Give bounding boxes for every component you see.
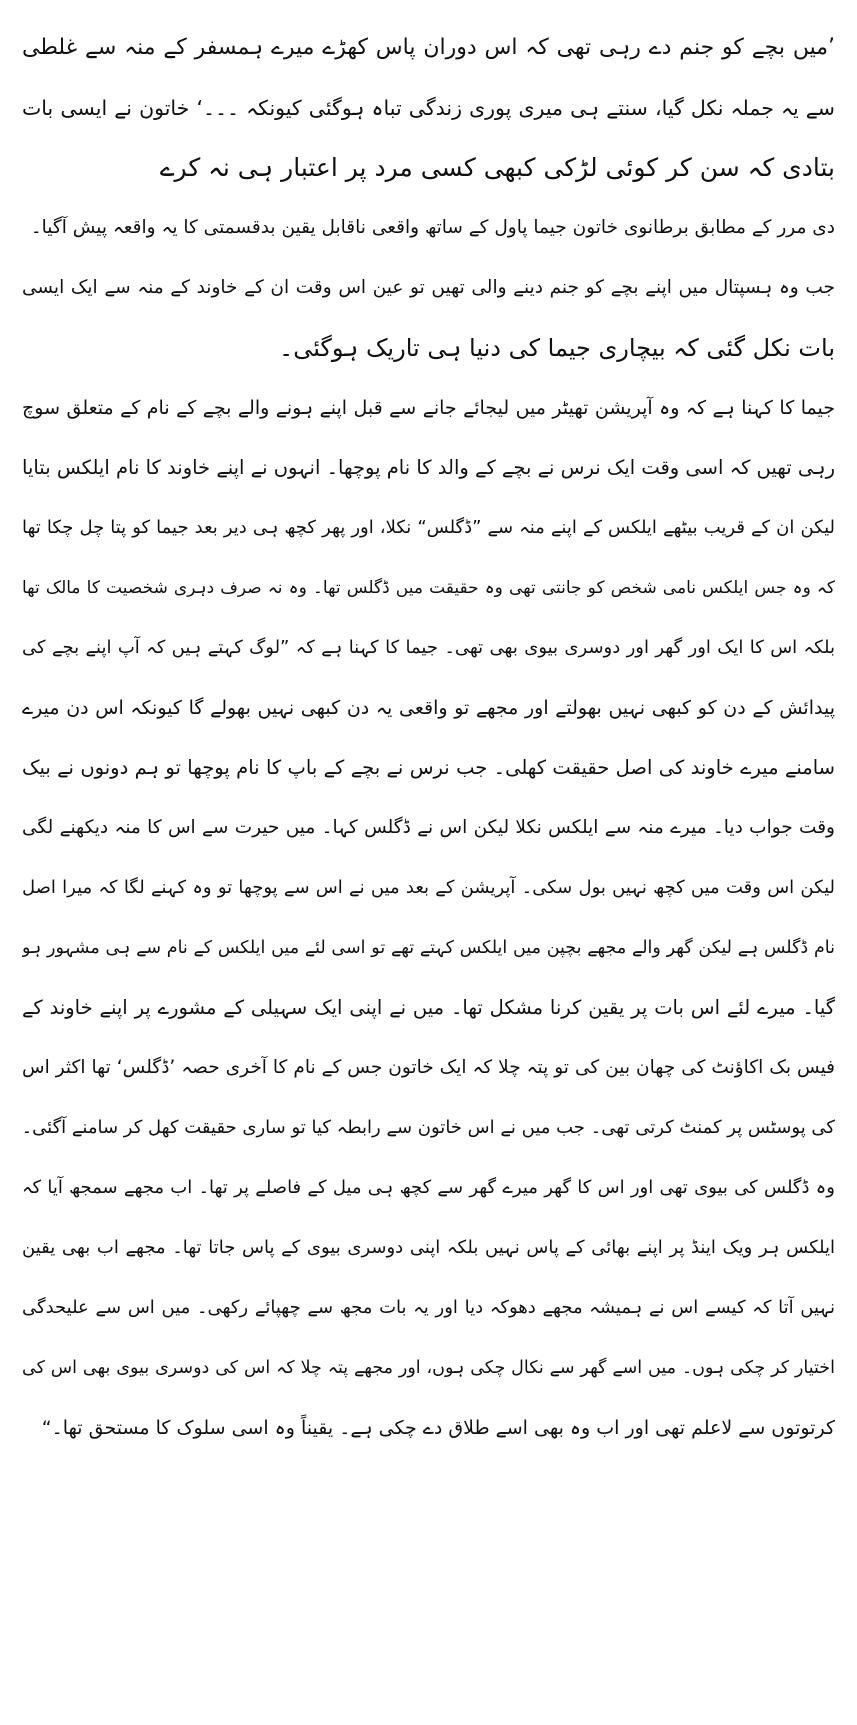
text-line: بلکہ اس کا ایک اور گھر اور دوسری بیوی بھی تھی۔ جیما کا کہنا ہے کہ ”لوگ کہتے ہیں کہ آپ اپنے بچے کی (22, 637, 835, 658)
text-line: پیدائش کے دن کو کبھی نہیں بھولتے اور مجھے تو واقعی یہ دن کبھی نہیں بھولے گا کیونکہ اس دن میرے (22, 697, 835, 719)
text-line: اختیار کر چکی ہوں۔ میں اسے گھر سے نکال چکی ہوں، اور مجھے پتہ چلا کہ اس کی دوسری بیوی بھی اس کی (22, 1358, 835, 1378)
text-line: لیکن اس وقت میں کچھ نہیں بول سکی۔ آپریشن کے بعد میں نے اس سے پوچھا تو وہ کہنے لگا کہ میرا اصل (22, 877, 835, 898)
paragraph (22, 198, 835, 258)
text-line: گیا۔ میرے لئے اس بات پر یقین کرنا مشکل تھا۔ میں نے اپنی ایک سہیلی کے مشورے پر اپنے خاوند کے (22, 996, 835, 1019)
text-line: ’میں بچے کو جنم دے رہی تھی کہ اس دوران پاس کھڑے میرے ہمسفر کے منہ سے غلطی (22, 35, 835, 60)
text-line: دی مرر کے مطابق برطانوی خاتون جیما پاول کے ساتھ واقعی ناقابل یقین بدقسمتی کا یہ واقعہ پیش آگیا۔ (30, 217, 835, 238)
text-line: کہ وہ جس ایلکس نامی شخص کو جانتی تھی وہ حقیقت میں ڈگلس تھا۔ وہ نہ صرف دہری شخصیت کا مالک تھا (22, 578, 835, 598)
text-line: سے یہ جملہ نکل گیا، سنتے ہی میری پوری زندگی تباہ ہوگئی کیونکہ ۔۔۔‘ خاتون نے ایسی بات (22, 96, 835, 120)
text-line: لیکن ان کے قریب بیٹھے ایلکس کے اپنے منہ سے ”ڈگلس“ نکلا، اور پھر کچھ ہی دیر بعد جیما کو پتا چل چکا تھا (22, 517, 835, 538)
text-line: رہی تھیں کہ اسی وقت ایک نرس نے بچے کے والد کا نام پوچھا۔ انہوں نے اپنے خاوند کا نام ایلکس بتایا (22, 456, 835, 479)
intro-paragraph (22, 18, 835, 198)
text-line: وہ ڈگلس کی بیوی تھی اور اس کا گھر میرے گھر سے کچھ ہی میل کے فاصلے پر تھا۔ اب مجھے سمجھ آیا کہ (22, 1177, 835, 1198)
text-line: جیما کا کہنا ہے کہ وہ آپریشن تھیٹر میں لیجائے جانے سے قبل اپنے ہونے والے بچے کے نام کے متعلق سوچ (22, 397, 835, 419)
text-line: کی پوسٹس پر کمنٹ کرتی تھی۔ جب میں نے اس خاتون سے رابطہ کیا تو ساری حقیقت کھل کر سامنے آگئی۔ (22, 1117, 835, 1138)
text-line: ایلکس ہر ویک اینڈ پر اپنے بھائی کے پاس نہیں بلکہ اپنی دوسری بیوی کے پاس جاتا تھا۔ مجھے اب بھی یقین (22, 1237, 835, 1258)
text-line: سامنے میرے خاوند کی اصل حقیقت کھلی۔ جب نرس نے بچے کے باپ کا نام پوچھا تو ہم دونوں نے بیک (22, 756, 835, 779)
text-line: بتادی کہ سن کر کوئی لڑکی کبھی کسی مرد پر اعتبار ہی نہ کرے (159, 153, 835, 182)
paragraph (22, 378, 835, 1458)
text-line: بات نکل گئی کہ بیچاری جیما کی دنیا ہی تاریک ہوگئی۔ (279, 334, 835, 362)
paragraph (22, 258, 835, 378)
text-line: نہیں آتا کہ کیسے اس نے ہمیشہ مجھے دھوکہ دیا اور یہ بات مجھ سے چھپائے رکھی۔ میں اس سے علیحدگی (22, 1297, 835, 1318)
text-line: فیس بک اکاؤنٹ کی چھان بین کی تو پتہ چلا کہ ایک خاتون جس کے نام کا آخری حصہ ’ڈگلس‘ تھا اکثر اس (22, 1057, 835, 1078)
text-line: کرتوتوں سے لاعلم تھی اور اب وہ بھی اسے طلاق دے چکی ہے۔ یقیناً وہ اسی سلوک کا مستحق تھا۔“ (41, 1417, 835, 1439)
text-line: جب وہ ہسپتال میں اپنے بچے کو جنم دینے والی تھیں تو عین اس وقت ان کے خاوند کے منہ سے ایک ایسی (22, 277, 835, 298)
text-line: وقت جواب دیا۔ میرے منہ سے ایلکس نکلا لیکن اس نے ڈگلس کہا۔ میں حیرت سے اس کا منہ دیکھنے لگی (22, 817, 835, 838)
text-line: نام ڈگلس ہے لیکن گھر والے مجھے بچپن میں ایلکس کہتے تھے تو اسی لئے میں ایلکس کے نام سے ہی مشہور ہو (22, 938, 835, 958)
